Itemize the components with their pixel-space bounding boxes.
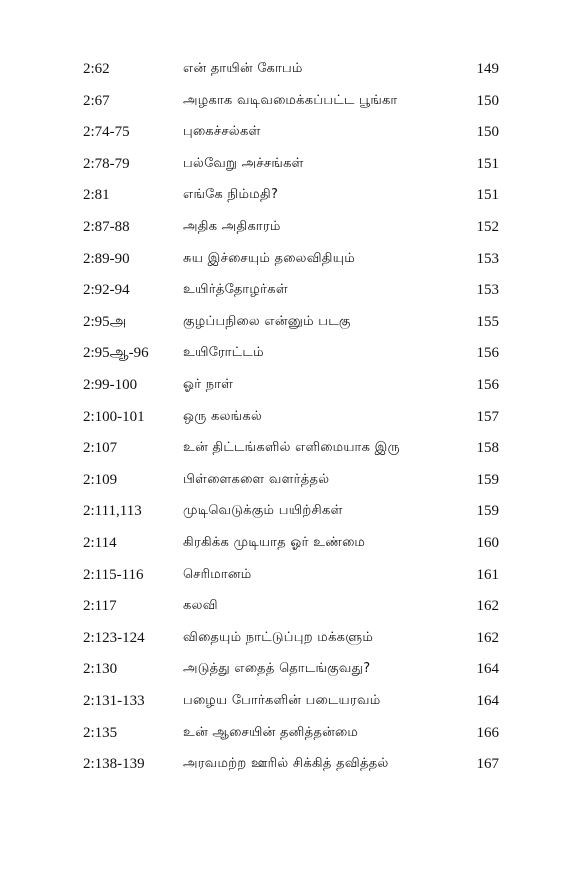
page-number: 164 [476, 693, 499, 709]
chapter-title: செரிமானம் [183, 566, 252, 582]
page-number: 158 [476, 440, 499, 457]
verse-reference: 2:95ஆ-96 [83, 345, 149, 362]
chapter-title: சுய இச்சையும் தலைவிதியும் [183, 250, 355, 266]
chapter-title: எங்கே நிம்மதி? [183, 187, 279, 203]
chapter-title: ஒரு கலங்கல் [183, 408, 263, 424]
page-number: 156 [476, 377, 499, 393]
page-number: 167 [476, 756, 499, 773]
toc-row [0, 278, 581, 302]
toc-row [0, 247, 581, 271]
page-number: 153 [476, 282, 499, 299]
toc-row [0, 405, 581, 429]
toc-row [0, 373, 581, 397]
page-number: 166 [476, 724, 499, 741]
chapter-title: என் தாயின் கோபம் [183, 61, 303, 76]
verse-reference: 2:89-90 [83, 250, 130, 267]
toc-row [0, 689, 581, 713]
chapter-title: விதையும் நாட்டுப்புற மக்களும் [183, 629, 374, 645]
page-number: 164 [476, 661, 499, 678]
chapter-title: பல்வேறு அச்சங்கள் [183, 155, 304, 171]
page-number: 153 [476, 250, 499, 267]
toc-row [0, 152, 581, 176]
page-number: 161 [476, 566, 499, 583]
toc-row [0, 89, 581, 113]
chapter-title: முடிவெடுக்கும் பயிற்சிகள் [183, 503, 343, 519]
chapter-title: ஓர் நாள் [183, 377, 234, 392]
verse-reference: 2:99-100 [83, 377, 138, 393]
page-number: 149 [476, 61, 499, 77]
toc-row [0, 563, 581, 587]
toc-row [0, 215, 581, 239]
verse-reference: 2:109 [83, 471, 118, 488]
page-number: 156 [476, 345, 499, 362]
chapter-title: பிள்ளைகளை வளர்த்தல் [183, 471, 330, 487]
toc-row [0, 531, 581, 555]
verse-reference: 2:78-79 [83, 155, 130, 172]
chapter-title: உன் திட்டங்களில் எளிமையாக இரு [183, 440, 400, 456]
verse-reference: 2:62 [83, 61, 110, 77]
toc-row [0, 499, 581, 523]
page-number: 150 [476, 92, 499, 109]
verse-reference: 2:95அ [83, 313, 127, 330]
page-number: 155 [476, 313, 499, 330]
page-number: 150 [476, 124, 499, 141]
toc-row [0, 468, 581, 492]
verse-reference: 2:135 [83, 724, 118, 741]
chapter-title: பழைய போர்களின் படையரவம் [183, 693, 381, 708]
verse-reference: 2:138-139 [83, 756, 145, 773]
page-number: 159 [476, 471, 499, 488]
chapter-title: அதிக அதிகாரம் [183, 219, 281, 234]
verse-reference: 2:107 [83, 440, 118, 457]
chapter-title: புகைச்சல்கள் [183, 124, 261, 140]
verse-reference: 2:111,113 [83, 503, 142, 520]
chapter-title: குழப்பநிலை என்னும் படகு [183, 313, 351, 329]
toc-row [0, 183, 581, 207]
verse-reference: 2:115-116 [83, 566, 144, 583]
page-number: 151 [476, 155, 499, 172]
verse-reference: 2:67 [83, 92, 110, 109]
verse-reference: 2:92-94 [83, 282, 130, 299]
toc-row [0, 752, 581, 776]
toc-row [0, 436, 581, 460]
toc-row [0, 721, 581, 745]
verse-reference: 2:81 [83, 187, 110, 204]
page-number: 160 [476, 535, 499, 551]
toc-row [0, 57, 581, 81]
chapter-title: உயிர்த்தோழர்கள் [183, 282, 288, 298]
toc-row [0, 310, 581, 334]
verse-reference: 2:87-88 [83, 219, 130, 235]
toc-row [0, 120, 581, 144]
page-number: 151 [476, 187, 499, 204]
verse-reference: 2:74-75 [83, 124, 130, 141]
page-number: 162 [476, 598, 499, 615]
verse-reference: 2:131-133 [83, 693, 145, 709]
chapter-title: உன் ஆசையின் தனித்தன்மை [183, 724, 359, 740]
chapter-title: கலவி [183, 598, 218, 614]
chapter-title: அரவமற்ற ஊரில் சிக்கித் தவித்தல் [183, 756, 389, 772]
chapter-title: கிரகிக்க முடியாத ஓர் உண்மை [183, 535, 366, 550]
toc-row [0, 657, 581, 681]
page-number: 157 [476, 408, 499, 425]
toc-row [0, 341, 581, 365]
verse-reference: 2:114 [83, 535, 117, 551]
toc-row [0, 594, 581, 618]
chapter-title: உயிரோட்டம் [183, 345, 264, 361]
page-number: 162 [476, 629, 499, 646]
verse-reference: 2:100-101 [83, 408, 145, 425]
chapter-title: அடுத்து எதைத் தொடங்குவது? [183, 661, 371, 677]
verse-reference: 2:117 [83, 598, 117, 615]
chapter-title: அழகாக வடிவமைக்கப்பட்ட பூங்கா [183, 92, 398, 108]
verse-reference: 2:130 [83, 661, 118, 678]
page-number: 152 [476, 219, 499, 235]
toc-row [0, 626, 581, 650]
verse-reference: 2:123-124 [83, 629, 145, 646]
page-number: 159 [476, 503, 499, 520]
